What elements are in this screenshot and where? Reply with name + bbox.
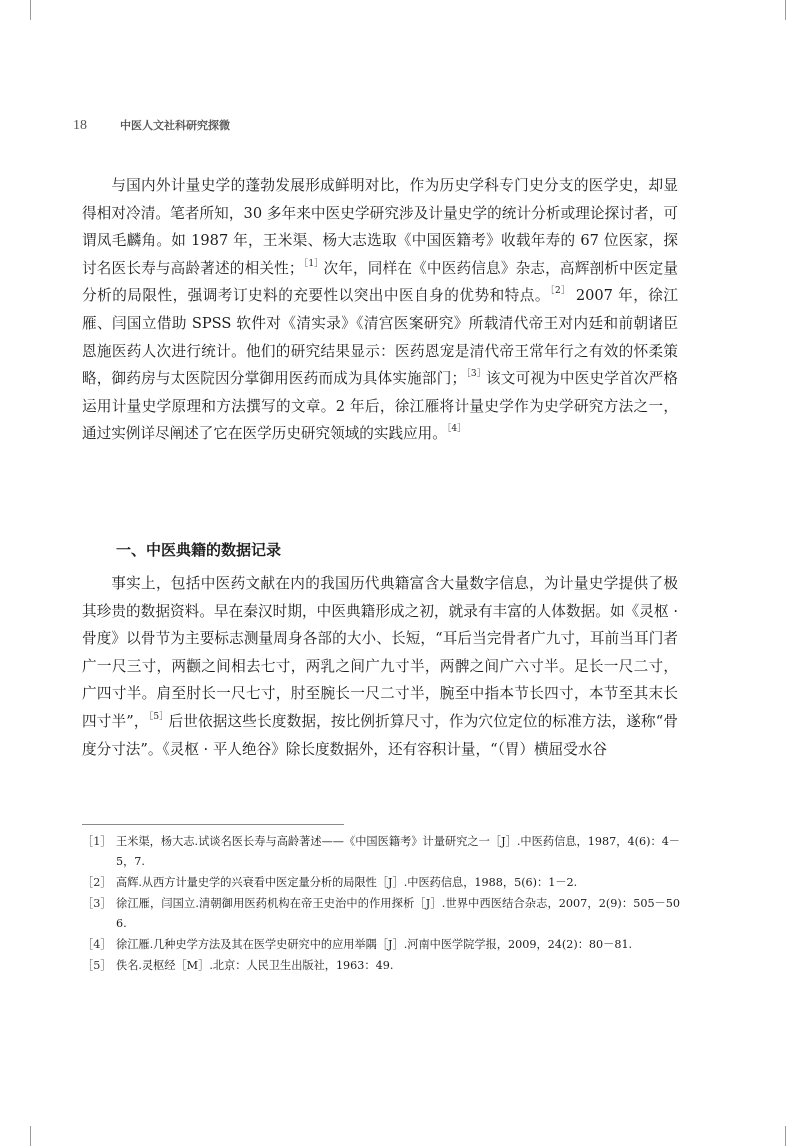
footnote-number: ［2］ (82, 876, 112, 889)
page-number: 18 (73, 118, 87, 133)
footnote-text: 王米渠，杨大志.试谈名医长寿与高龄著述——《中国医籍考》计量研究之一［J］.中医药信息，1987，4(6)：4－5，7. (116, 835, 680, 868)
book-title: 中医人文社科研究探微 (120, 119, 230, 132)
citation-ref-2[interactable]: ［2］ (549, 286, 571, 297)
section-text-1: 事实上，包括中医药文献在内的我国历代典籍富含大量数字信息，为计量史学提供了极其珍贵的数据资料。早在秦汉时期，中医典籍形成之初，就录有丰富的人体数据。如《灵枢 · 骨度》以骨节为主要标志测量周身各部的大小、长短，“耳后当完骨者广九寸，耳前当耳门者广一尺三寸，两颧之间相去七寸，两乳之间广九寸半，两髀之间广六寸半。足长一尺二寸，广四寸半。肩至肘长一尺七寸，肘至腕长一尺二寸半，腕至中指本节长四寸，本节至其末长四寸半”， (82, 575, 678, 730)
section-block (82, 570, 678, 763)
footnote-number: ［3］ (82, 897, 112, 910)
citation-ref-1[interactable]: ［1］ (303, 258, 324, 269)
footnote (82, 956, 680, 976)
citation-ref-4[interactable]: ［4］ (446, 424, 467, 435)
citation-ref-5[interactable]: ［5］ (148, 711, 169, 722)
footnote (82, 832, 680, 872)
footnote (82, 935, 680, 955)
intro-paragraph (82, 172, 678, 448)
citation-ref-3[interactable]: ［3］ (466, 369, 487, 380)
footnote-number: ［4］ (82, 938, 112, 951)
footnote-text: 高辉.从西方计量史学的兴衰看中医定量分析的局限性［J］.中医药信息，1988，5(6)：1－2. (116, 876, 578, 889)
intro-text-2: 次年，同样在《中医药信息》杂志，高辉剖析中医定量分析的局限性，强调考订史料的充要性以突出中医自身的优势和特点。 (82, 259, 678, 305)
footnote-rule (82, 824, 344, 825)
section-heading: 一、中医典籍的数据记录 (116, 541, 282, 559)
running-head (73, 117, 230, 137)
footnote (82, 873, 680, 893)
crop-mark (785, 0, 786, 20)
crop-mark (30, 0, 31, 20)
footnote-text: 佚名.灵枢经［M］.北京：人民卫生出版社，1963：49. (116, 959, 394, 972)
footnote-text: 徐江雁.几种史学方法及其在医学史研究中的应用举隅［J］.河南中医学院学报，2009，24(2)：80－81. (116, 938, 633, 951)
footnote-text: 徐江雁，闫国立.清朝御用医药机构在帝王史治中的作用探析［J］.世界中西医结合杂志，2007，2(9)：505－506. (116, 897, 680, 930)
footnote-number: ［5］ (82, 959, 112, 972)
footnote-number: ［1］ (82, 835, 112, 848)
intro-text-4: 该文可视为中医史学首次严格运用计量史学原理和方法撰写的文章。2 年后，徐江雁将计量史学作为史学研究方法之一，通过实例详尽阐述了它在医学历史研究领域的实践应用。 (82, 370, 678, 443)
intro-text-3: 2007 年，徐江雁、闫国立借助 SPSS 软件对《清实录》《清宫医案研究》所载清代帝王对内廷和前朝诸臣恩施医药人次进行统计。他们的研究结果显示：医药恩宠是清代帝王常年行之有效的怀柔策略，御药房与太医院因分掌御用医药而成为具体实施部门； (82, 287, 678, 388)
crop-mark (30, 1126, 31, 1146)
footnote (82, 894, 680, 934)
intro-block (82, 172, 678, 448)
footnotes (82, 832, 680, 977)
section-paragraph (82, 570, 678, 763)
crop-mark (785, 1126, 786, 1146)
section-text-2: 后世依据这些长度数据，按比例折算尺寸，作为穴位定位的标准方法，遂称“骨度分寸法”。《灵枢 · 平人绝谷》除长度数据外，还有容积计量，“（胃）横屈受水谷 (82, 712, 678, 758)
intro-text-1: 与国内外计量史学的蓬勃发展形成鲜明对比，作为历史学科专门史分支的医学史，却显得相对冷清。笔者所知，30 多年来中医史学研究涉及计量史学的统计分析或理论探讨者，可谓凤毛麟角。如 1987 年，王米渠、杨大志选取《中国医籍考》收载年寿的 67 位医家，探讨名医长寿与高龄著述的相关性； (82, 177, 678, 277)
